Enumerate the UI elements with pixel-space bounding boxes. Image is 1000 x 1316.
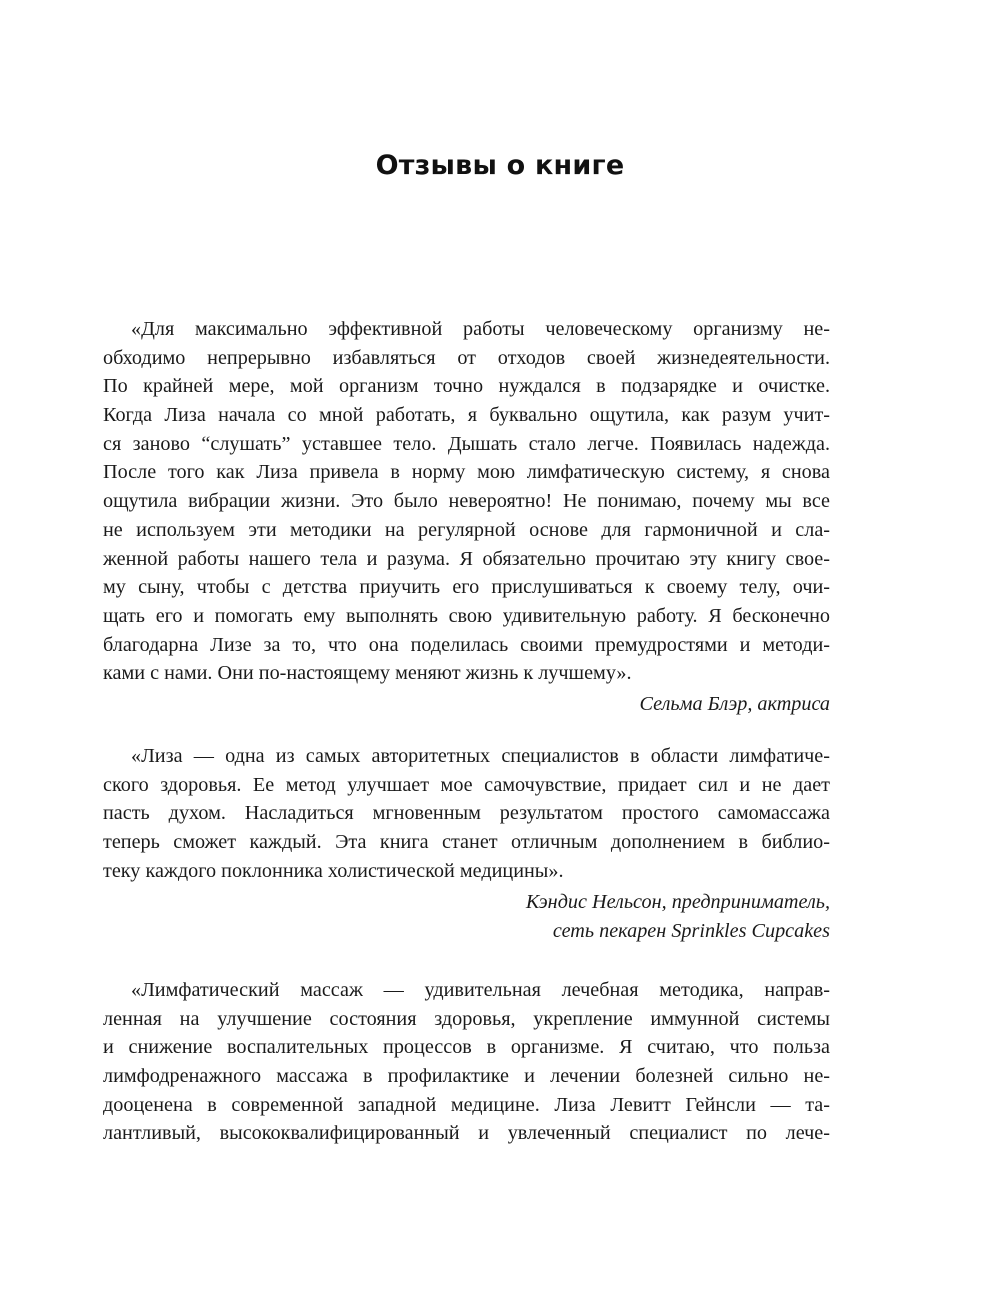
review-line: «Для максимально эффективной работы человеческому организму не- [131, 318, 830, 340]
review-line: «Лиза — одна из самых авторитетных специалистов в области лимфатиче- [131, 745, 830, 767]
review-line: лантливый, высококвалифицированный и увлеченный специалист по лече- [103, 1122, 830, 1145]
review-candace-nelson [103, 742, 830, 946]
review-line: обходимо непрерывно избавляться от отходов своей жизнедеятельности. [103, 346, 830, 369]
review-attribution: Кэндис Нельсон, предприниматель, [525, 891, 830, 914]
review-line: ского здоровья. Ее метод улучшает мое самочувствие, придает сил и не дает [103, 773, 830, 796]
review-line: ленная на улучшение состояния здоровья, укрепление иммунной системы [103, 1007, 830, 1030]
page-title: Отзывы о книге [375, 150, 625, 181]
review-line: му сыну, чтобы с детства приучить его прислушиваться к своему телу, очи- [103, 576, 830, 599]
review-line: дооценена в современной западной медицине. Лиза Левитт Гейнсли — та- [103, 1093, 830, 1116]
review-line: «Лимфатический массаж — удивительная лечебная методика, направ- [131, 979, 830, 1001]
review-attribution: Сельма Блэр, актриса [639, 692, 830, 715]
review-line: ощутила вибрации жизни. Это было невероятно! Не понимаю, почему мы все [103, 490, 830, 513]
review-line: женной работы нашего тела и разума. Я обязательно прочитаю эту книгу свое- [103, 547, 830, 570]
review-line: щать его и помогать ему выполнять свою удивительную работу. Я бесконечно [103, 604, 830, 627]
review-line: Когда Лиза начала со мной работать, я буквально ощутила, как разум учит- [103, 404, 830, 427]
review-line: теку каждого поклонника холистической медицины». [103, 859, 564, 882]
review-line: По крайней мере, мой организм точно нуждался в подзарядке и очистке. [103, 375, 830, 398]
review-line: теперь сможет каждый. Эта книга станет отличным дополнением в библио- [103, 831, 830, 854]
review-line: ками с нами. Они по-настоящему меняют жизнь к лучшему». [103, 662, 632, 685]
review-line: лимфодренажного массажа в профилактике и лечении болезней сильно не- [103, 1065, 830, 1088]
review-attribution: сеть пекарен Sprinkles Cupcakes [552, 920, 830, 943]
review-line: не используем эти методики на регулярной основе для гармоничной и сла- [103, 518, 830, 541]
review-line: пасть духом. Насладиться мгновенным результатом простого самомассажа [103, 802, 830, 825]
review-lymphatic-massage [103, 976, 830, 1148]
review-line: После того как Лиза привела в норму мою лимфатическую систему, я снова [103, 461, 830, 484]
review-line: ся заново “слушать” уставшее тело. Дышать стало легче. Появилась надежда. [103, 432, 830, 455]
review-line: благодарна Лизе за то, что она поделилась своими премудростями и методи- [103, 633, 830, 656]
review-line: и снижение воспалительных процессов в организме. Я считаю, что польза [103, 1036, 830, 1059]
review-selma-blair [103, 315, 830, 719]
